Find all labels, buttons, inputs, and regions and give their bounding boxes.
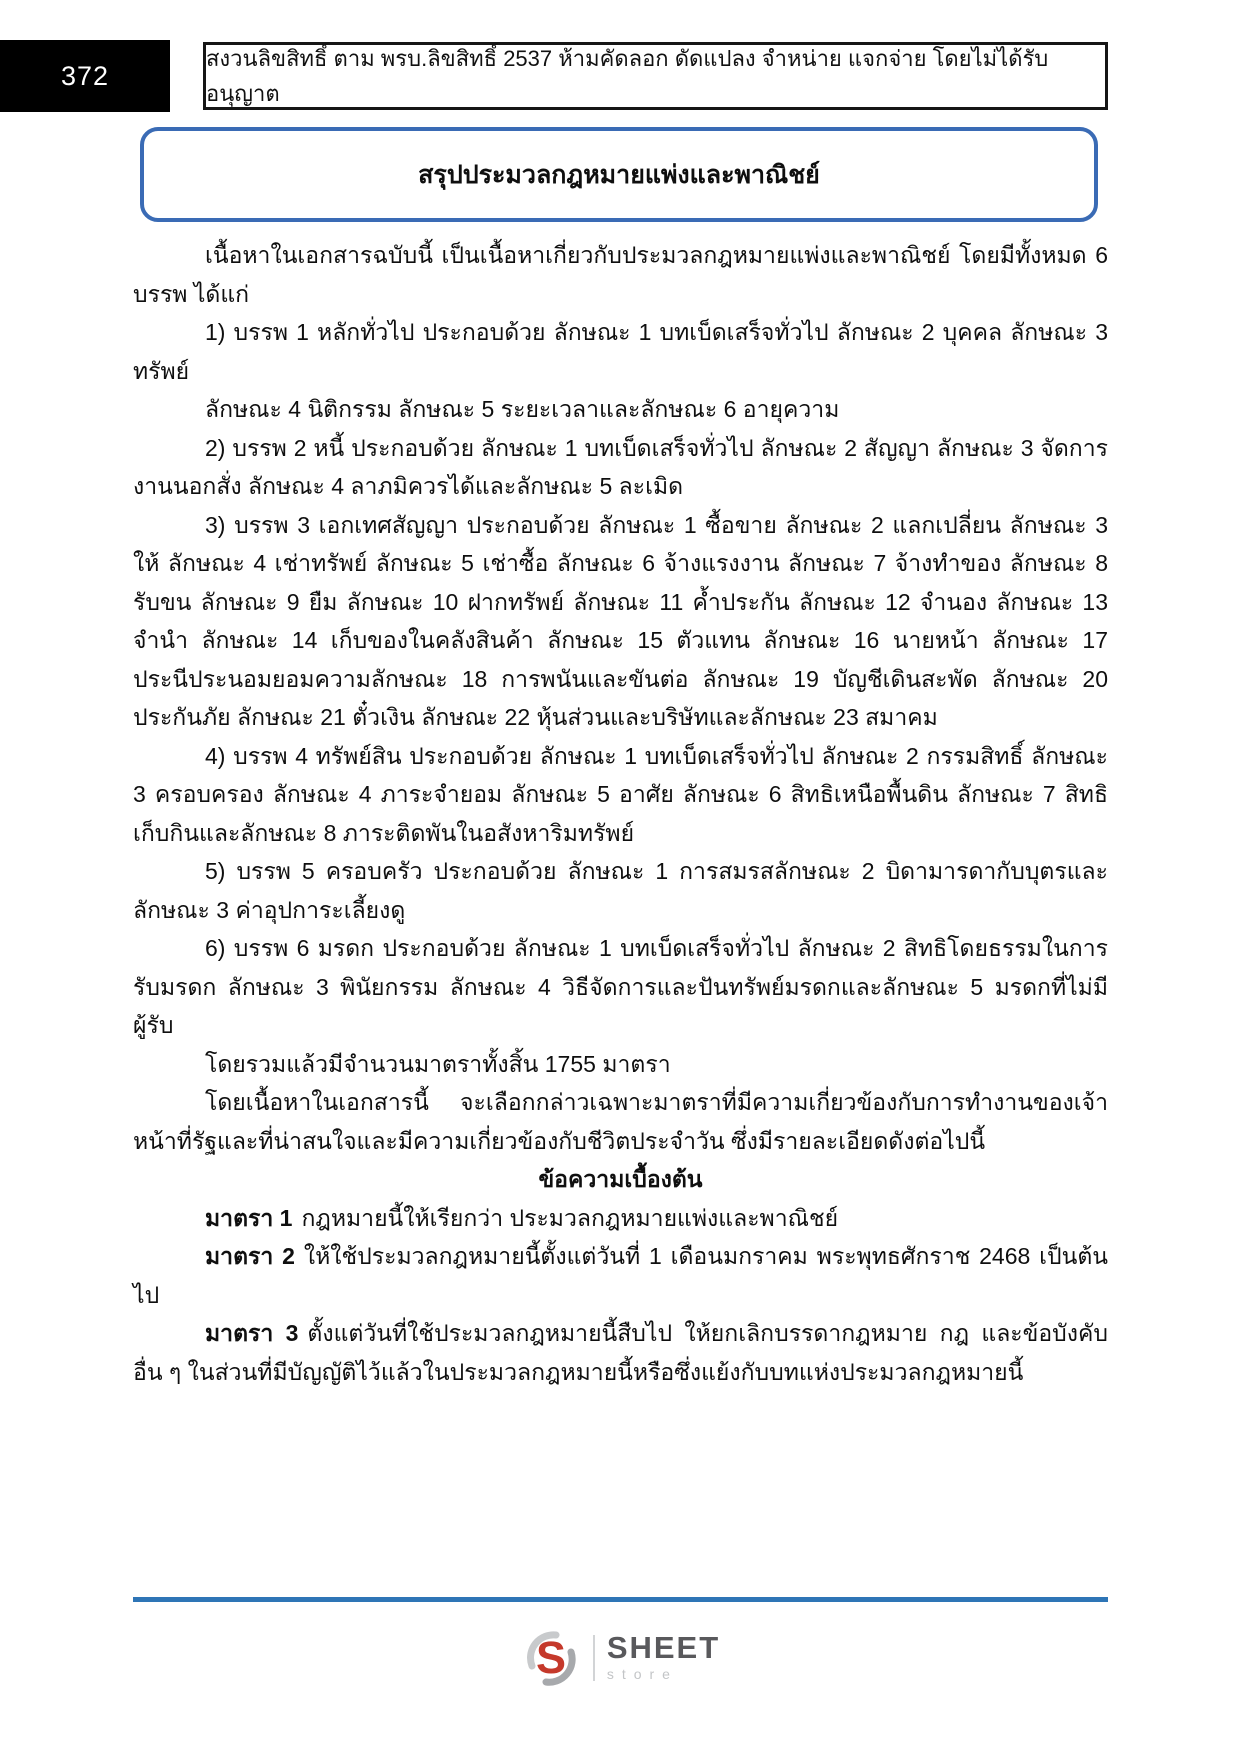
s-swoosh-icon xyxy=(521,1628,581,1688)
article-3-text: ตั้งแต่วันที่ใช้ประมวลกฎหมายนี้สืบไป ให้ยกเลิกบรรดากฎหมาย กฎ และข้อบังคับอื่น ๆ ในส่วนที่มีบัญญัติไว้แล้วในประมวลกฎหมายนี้หรือซึ่งแย้งกับบทแห่งประมวลกฎหมายนี้ xyxy=(133,1320,1108,1385)
brand-name: SHEET xyxy=(606,1630,721,1665)
article-2-text: ให้ใช้ประมวลกฎหมายนี้ตั้งแต่วันที่ 1 เดือนมกราคม พระพุทธศักราช 2468 เป็นต้นไป xyxy=(133,1243,1108,1308)
article-2 xyxy=(133,1237,1108,1314)
brand-logo xyxy=(0,1628,1241,1688)
paragraph-scope: โดยเนื้อหาในเอกสารนี้ จะเลือกกล่าวเฉพาะมาตราที่มีความเกี่ยวข้องกับการทำงานของเจ้าหน้าที่รัฐและที่น่าสนใจและมีความเกี่ยวข้องกับชีวิตประจำวัน ซึ่งมีรายละเอียดดังต่อไปนี้ xyxy=(133,1089,1108,1154)
paragraph-book1-cont: ลักษณะ 4 นิติกรรม ลักษณะ 5 ระยะเวลาและลักษณะ 6 อายุความ xyxy=(205,396,840,422)
logo-separator xyxy=(593,1635,595,1681)
paragraph-book4: 4) บรรพ 4 ทรัพย์สิน ประกอบด้วย ลักษณะ 1 บทเบ็ดเสร็จทั่วไป ลักษณะ 2 กรรมสิทธิ์ ลักษณะ 3 ครอบครอง ลักษณะ 4 ภาระจำยอม ลักษณะ 5 อาศัย ลักษณะ 6 สิทธิเหนือพื้นดิน ลักษณะ 7 สิทธิเก็บกินและลักษณะ 8 ภาระติดพันในอสังหาริมทรัพย์ xyxy=(133,742,1108,846)
article-3-label: มาตรา 3 xyxy=(205,1320,299,1346)
brand-subtitle: store xyxy=(606,1666,678,1682)
footer-divider-line xyxy=(133,1597,1108,1602)
paragraph-book6: 6) บรรพ 6 มรดก ประกอบด้วย ลักษณะ 1 บทเบ็ดเสร็จทั่วไป ลักษณะ 2 สิทธิโดยธรรมในการรับมรดก ลักษณะ 3 พินัยกรรม ลักษณะ 4 วิธีจัดการและปันทรัพย์มรดกและลักษณะ 5 มรดกที่ไม่มีผู้รับ xyxy=(133,935,1108,1038)
paragraph-book1: 1) บรรพ 1 หลักทั่วไป ประกอบด้วย ลักษณะ 1 บทเบ็ดเสร็จทั่วไป ลักษณะ 2 บุคคล ลักษณะ 3 ทรัพย์ xyxy=(133,319,1108,384)
page-title: สรุปประมวลกฎหมายแพ่งและพาณิชย์ xyxy=(418,160,820,189)
paragraph-book2: 2) บรรพ 2 หนี้ ประกอบด้วย ลักษณะ 1 บทเบ็ดเสร็จทั่วไป ลักษณะ 2 สัญญา ลักษณะ 3 จัดการงานนอกสั่ง ลักษณะ 4 ลาภมิควรได้และลักษณะ 5 ละเมิด xyxy=(133,434,1108,499)
section-heading: ข้อความเบื้องต้น xyxy=(538,1166,703,1192)
article-1-label: มาตรา 1 xyxy=(205,1204,293,1231)
article-3 xyxy=(133,1314,1108,1391)
paragraph-intro: เนื้อหาในเอกสารฉบับนี้ เป็นเนื้อหาเกี่ยวกับประมวลกฎหมายแพ่งและพาณิชย์ โดยมีทั้งหมด 6 บรรพ ได้แก่ xyxy=(133,242,1108,307)
page-number-box xyxy=(0,40,170,112)
paragraph-total: โดยรวมแล้วมีจำนวนมาตราทั้งสิ้น 1755 มาตรา xyxy=(205,1050,671,1077)
article-2-label: มาตรา 2 xyxy=(205,1243,295,1269)
copyright-notice-box xyxy=(203,42,1108,110)
title-box xyxy=(140,127,1098,222)
svg-text:S: S xyxy=(535,1632,566,1683)
body-text xyxy=(133,236,1108,1391)
copyright-text: สงวนลิขสิทธิ์ ตาม พรบ.ลิขสิทธิ์ 2537 ห้ามคัดลอก ดัดแปลง จำหน่าย แจกจ่าย โดยไม่ได้รับอนุญาต xyxy=(206,46,1049,106)
paragraph-book5: 5) บรรพ 5 ครอบครัว ประกอบด้วย ลักษณะ 1 การสมรสลักษณะ 2 บิดามารดากับบุตรและลักษณะ 3 ค่าอุปการะเลี้ยงดู xyxy=(133,858,1108,923)
logo-text xyxy=(606,1630,721,1683)
article-1-text: กฎหมายนี้ให้เรียกว่า ประมวลกฎหมายแพ่งและพาณิชย์ xyxy=(301,1204,839,1231)
page-number: 372 xyxy=(60,60,110,91)
paragraph-book3: 3) บรรพ 3 เอกเทศสัญญา ประกอบด้วย ลักษณะ 1 ซื้อขาย ลักษณะ 2 แลกเปลี่ยน ลักษณะ 3 ให้ ลักษณะ 4 เช่าทรัพย์ ลักษณะ 5 เช่าซื้อ ลักษณะ 6 จ้างแรงงาน ลักษณะ 7 จ้างทำของ ลักษณะ 8 รับขน ลักษณะ 9 ยืม ลักษณะ 10 ฝากทรัพย์ ลักษณะ 11 ค้ำประกัน ลักษณะ 12 จำนอง ลักษณะ 13 จำนำ ลักษณะ 14 เก็บของในคลังสินค้า ลักษณะ 15 ตัวแทน ลักษณะ 16 นายหน้า ลักษณะ 17 ประนีประนอมยอมความลักษณะ 18 การพนันและขันต่อ ลักษณะ 19 บัญชีเดินสะพัด ลักษณะ 20 ประกันภัย ลักษณะ 21 ตั๋วเงิน ลักษณะ 22 หุ้นส่วนและบริษัทและลักษณะ 23 สมาคม xyxy=(133,511,1108,730)
article-1 xyxy=(133,1199,1108,1238)
